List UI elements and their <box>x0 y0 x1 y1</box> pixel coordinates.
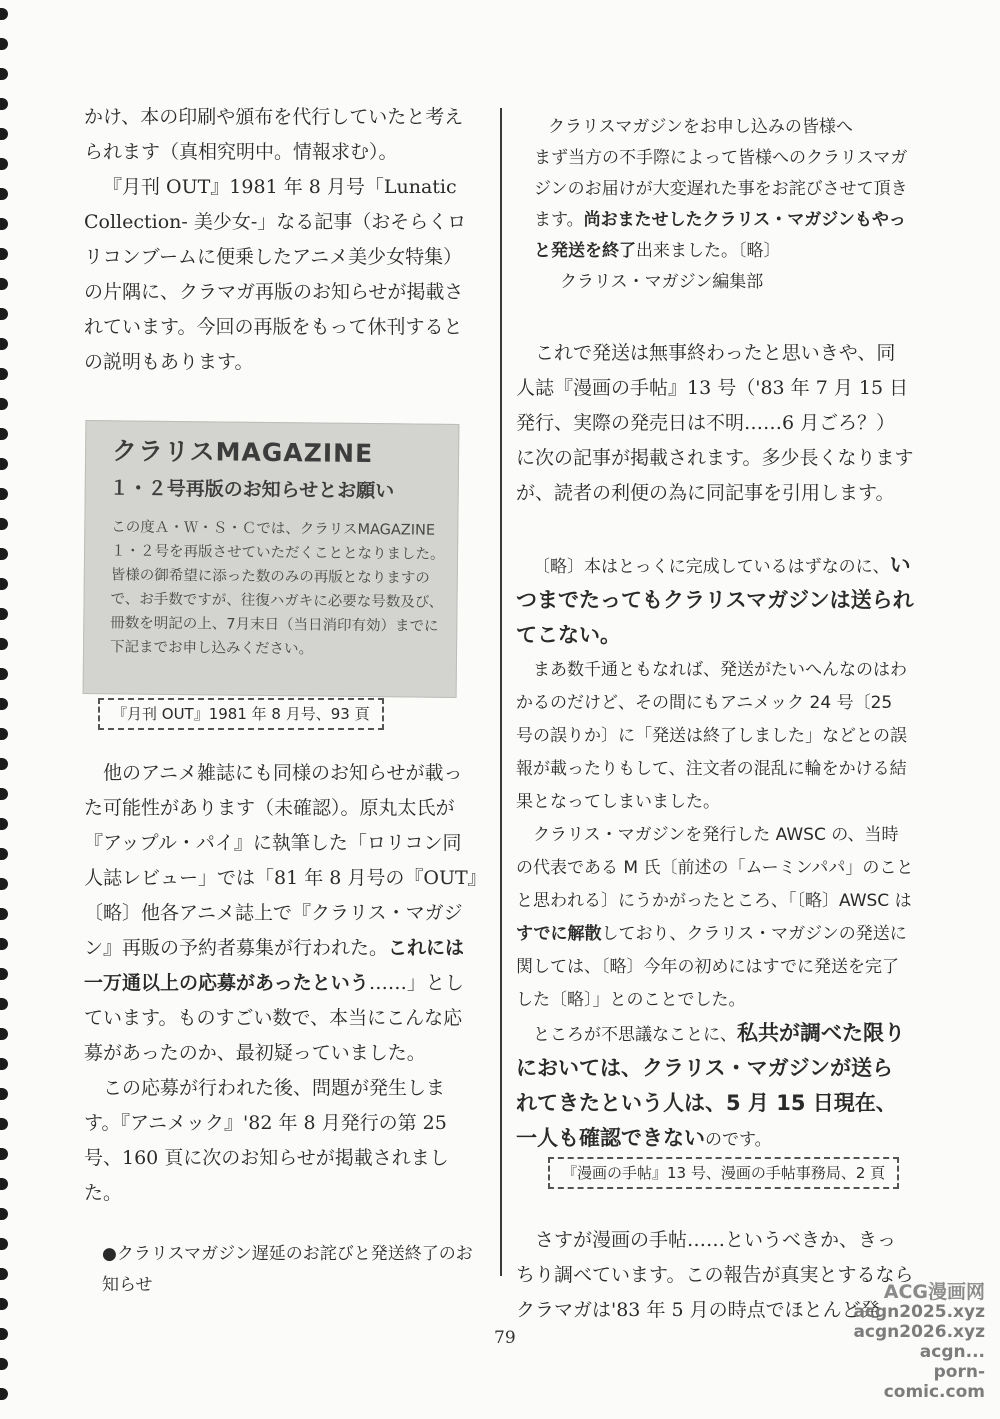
paragraph-other-magazines <box>84 756 479 1071</box>
notice-heading: ●クラリスマガジン遅延のお詫びと発送終了のお知らせ <box>102 1244 473 1295</box>
quote-line-4-b: のです。 <box>705 1130 772 1150</box>
clipping-subtitle: １・２号再版のお知らせとお願い <box>109 477 395 503</box>
page-number: 79 <box>494 1328 516 1348</box>
watermark-line: acgn2026.xyz <box>853 1322 985 1342</box>
paragraph-other-magazines-b: ……」としています。ものすごい数で、本当にこんな応募があったのか、最初疑っていました。 <box>84 972 464 1064</box>
quote-line-1-a: 〔略〕本はとっくに完成しているはずなのに、 <box>533 557 890 577</box>
quote-line-3 <box>516 819 914 1017</box>
paragraph-conclusion: さすが漫画の手帖……というべきか、きっちり調べています。この報告が真実とするならクラマガは'83 年 5 月の時点でほとんど発 <box>516 1229 914 1321</box>
paragraph-out-magazine: 『月刊 OUT』1981 年 8 月号「Lunatic Collection- 美少女-」なる記事（おそらくロリコンブームに便乗したアニメ美少女特集）の片隅に、クラマガ再版のお知らせが掲載されています。今回の再版をもって休刊するとの説明もあります。 <box>84 176 467 373</box>
paragraph-manga-techo: これで発送は無事終わったと思いきや、同人誌『漫画の手帖』13 号（'83 年 7 月 15 日発行、実際の発売日は不明……6 月ごろ？）に次の記事が掲載されます。多少長くなりますが、読者の利便の為に同記事を引用します。 <box>516 342 914 504</box>
quote-line-4 <box>516 1017 914 1157</box>
magazine-clipping-image <box>83 420 460 698</box>
notice-body-a: まず当方の不手際によって皆様へのクラリスマガジンのお届けが大変遅れた事をお詫びさせて頂きます。 <box>534 148 908 230</box>
quote-line-4-bold: 私共が調べた限りにおいては、クラリス・マガジンが送られてきたという人は、5 月 15 日現在、一人も確認できない <box>516 1021 905 1150</box>
notice-body-b: 出来ました。〔略〕 <box>636 241 781 261</box>
notice-greeting: クラリスマガジンをお申し込みの皆様へ <box>548 117 853 137</box>
quote-line-1 <box>516 549 914 654</box>
quote-caption-wrap <box>516 1157 914 1189</box>
column-divider <box>500 108 502 1276</box>
quote-line-3-a: クラリス・マガジンを発行した AWSC の、当時の代表である M 氏〔前述の「ムーミンパパ」のことと思われる〕にうかがったところ、「〔略〕AWSC は <box>516 825 914 911</box>
watermark-line: acgn... <box>919 1342 985 1362</box>
watermark-title: ACG漫画网 <box>883 1281 985 1303</box>
quote-line-2: まあ数千通ともなれば、発送がたいへんなのはわかるのだけど、その間にもアニメック 24 号〔25 号の誤りか〕に「発送は終了しました」などとの誤報が載ったりもして、注文者の混乱に輪をかける結果となってしまいました。 <box>516 660 907 812</box>
watermark <box>847 1282 985 1412</box>
quote-line-3-b: しており、クラリス・マガジンの発送に関しては、〔略〕今年の初めにはすでに発送を完了した〔略〕」とのことでした。 <box>516 924 907 1010</box>
watermark-line: porn-comic.com <box>883 1362 985 1402</box>
quote-line-4-a: ところが不思議なことに、 <box>533 1025 737 1045</box>
quote-line-1-bold: いつまでたってもクラリスマガジンは送られてこない。 <box>516 553 914 647</box>
emphasis-applications: これには一万通以上の応募があったという <box>84 937 465 994</box>
notice-body-bold: 尚おまたせしたクラリス・マガジンもやっと発送を終了 <box>534 210 906 261</box>
notice-signature: クラリス・マガジン編集部 <box>560 272 764 292</box>
spiral-binding <box>0 0 14 1419</box>
notice-body <box>516 143 914 267</box>
paragraph-other-magazines-a: 他のアニメ雑誌にも同様のお知らせが載った可能性があります（未確認）。原丸太氏が『アップル・パイ』に執筆した「ロリコン同人誌レビュー」では「81 年 8 月号の『OUT』〔略〕他各アニメ誌上で『クラリス・マガジン』再販の予約者募集が行われた。 <box>84 762 478 959</box>
quote-line-3-bold: すでに解散 <box>516 924 602 944</box>
right-column <box>516 100 914 1328</box>
left-column <box>84 100 479 1301</box>
quoted-article <box>516 549 914 1157</box>
clipping-caption-wrap <box>84 698 479 730</box>
watermark-line: acgn2025.xyz <box>853 1302 985 1322</box>
paragraph-intro: かけ、本の印刷や頒布を代行していたと考えられます（真相究明中。情報求む）。 <box>84 106 464 163</box>
clipping-title: クラリスMAGAZINE <box>111 436 374 469</box>
paragraph-problem: この応募が行われた後、問題が発生します。『アニメック』'82 年 8 月発行の第 25 号、160 頁に次のお知らせが掲載されました。 <box>84 1077 449 1204</box>
quote-caption: 『漫画の手帖』13 号、漫画の手帖事務局、2 頁 <box>548 1157 899 1189</box>
clipping-caption: 『月刊 OUT』1981 年 8 月号、93 頁 <box>98 698 384 730</box>
clipping-body: この度Ａ・Ｗ・Ｓ・Ｃでは、クラリスMAGAZINE１・２号を再版させていただくこととなりました。皆様の御希望に添った数のみの再版となりますので、お手数ですが、往復ハガキに必要な号数及び、冊数を明記の上、7月末日（当日消印有効）までに下記までお申し込みください。 <box>109 519 445 658</box>
